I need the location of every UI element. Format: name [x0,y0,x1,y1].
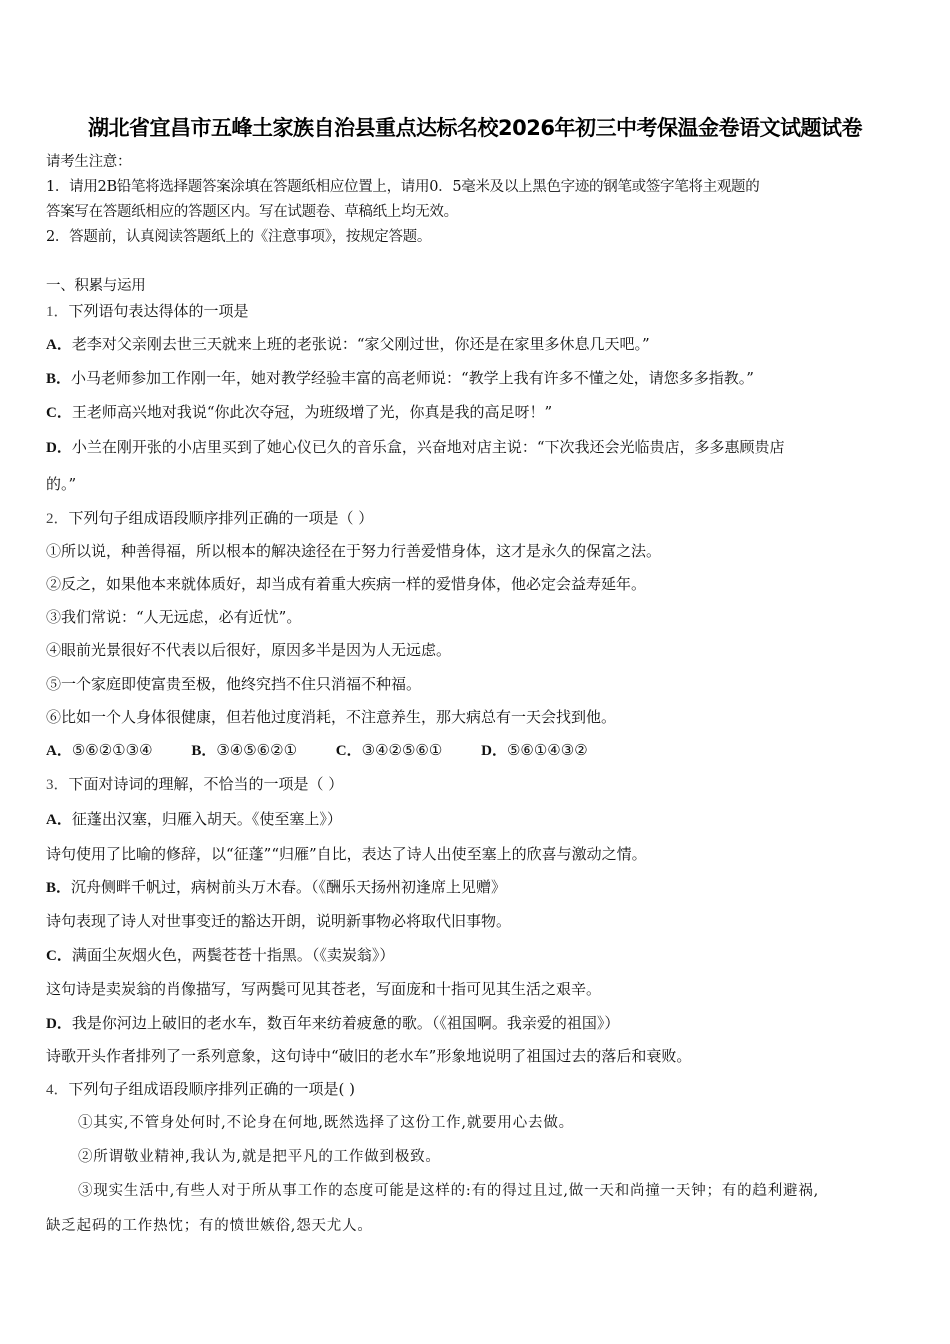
q4-sentence-2: ②所谓敬业精神,我认为,就是把平凡的工作做到极致。 [78,1149,441,1165]
option-text: 我是你河边上破旧的老水车，数百年来纺着疲惫的歌。（《祖国啊。我亲爱的祖国》） [71,1014,620,1032]
q1-option-d-cont: 的。” [46,475,77,493]
option-label: A． [46,743,72,759]
question-number: 1． [46,304,69,320]
notice-heading: 请考生注意： [46,154,132,170]
notice-item-2: 2．答题前，认真阅读答题纸上的《注意事项》，按规定答题。 [46,229,432,245]
option-text: 王老师高兴地对我说“你此次夺冠，为班级增了光，你真是我的高足呀！” [71,403,553,421]
question-text: 下列语句表达得体的一项是 [68,302,249,320]
notice-item-1-cont: 答案写在答题纸相应的答题区内。写在试题卷、草稿纸上均无效。 [46,204,458,220]
option-label: D． [46,1016,72,1032]
option-label: B． [46,880,72,896]
option-label: D． [46,440,72,456]
q3-option-a-explain: 诗句使用了比喻的修辞，以“征蓬”“归雁”自比，表达了诗人出使至塞上的欣喜与激动之情。 [46,845,647,863]
q1-option-b [46,368,754,389]
q2-choice-d [481,741,588,759]
q2-sentence-6: ⑥比如一个人身体很健康，但若他过度消耗，不注意养生，那大病总有一天会找到他。 [46,708,617,726]
option-text: 沉舟侧畔千帆过，病树前头万木春。（《酬乐天扬州初逢席上见赠》 [71,878,507,896]
question-2-stem [46,508,373,529]
q2-choice-c [336,741,443,759]
option-text: 老李对父亲刚去世三天就来上班的老张说：“家父刚过世，你还是在家里多休息几天吧。” [71,335,650,353]
option-label: B． [191,743,217,759]
question-number: 2． [46,511,69,527]
q2-choice-a [46,741,153,759]
q3-option-b-explain: 诗句表现了诗人对世事变迁的豁达开朗，说明新事物必将取代旧事物。 [46,912,512,930]
section-heading: 一、积累与运用 [46,278,146,294]
question-3-stem [46,774,343,795]
option-label: C． [335,743,362,759]
question-text: 下列句子组成语段顺序排列正确的一项是( ) [68,1080,355,1098]
q1-option-d [46,437,785,458]
option-label: B． [46,371,72,387]
q2-choices [46,740,622,761]
q3-option-a [46,809,342,830]
question-text: 下列句子组成语段顺序排列正确的一项是（ ） [68,509,374,527]
q2-sentence-5: ⑤一个家庭即使富贵至极，他终究挡不住只消福不种福。 [46,675,422,693]
q2-sentence-3: ③我们常说：“人无远虑，必有近忧”。 [46,608,302,626]
q4-sentence-3: ③现实生活中,有些人对于所从事工作的态度可能是这样的:有的得过且过,做一天和尚撞一天钟；有的趋利避祸, [78,1183,820,1199]
option-text: ③④②⑤⑥① [361,741,443,759]
option-label: C． [46,405,72,421]
q3-option-b [46,877,506,898]
q3-option-c-explain: 这句诗是卖炭翁的肖像描写，写两鬓可见其苍老，写面庞和十指可见其生活之艰辛。 [46,980,602,998]
option-text: ⑤⑥②①③④ [71,741,153,759]
option-text: 满面尘灰烟火色，两鬓苍苍十指黑。（《卖炭翁》） [71,946,395,964]
option-text: 小兰在刚开张的小店里买到了她心仪已久的音乐盒，兴奋地对店主说：“下次我还会光临贵店，多多惠顾贵店 [71,438,785,456]
q2-sentence-2: ②反之，如果他本来就体质好，却当成有着重大疾病一样的爱惜身体，他必定会益寿延年。 [46,575,647,593]
q1-option-a [46,334,650,355]
question-number: 3． [46,777,69,793]
q2-choice-b [191,741,297,759]
question-number: 4． [46,1082,69,1098]
q2-sentence-4: ④眼前光景很好不代表以后很好，原因多半是因为人无远虑。 [46,641,452,659]
question-text: 下面对诗词的理解，不恰当的一项是（ ） [68,775,344,793]
question-1-stem [46,301,249,322]
option-text: ⑤⑥①④③② [506,741,588,759]
q4-sentence-3-cont: 缺乏起码的工作热忱；有的愤世嫉俗,怨天尤人。 [46,1218,373,1234]
option-label: A． [46,812,72,828]
option-text: ③④⑤⑥②① [216,741,298,759]
q2-sentence-1: ①所以说，种善得福，所以根本的解决途径在于努力行善爱惜身体，这才是永久的保富之法。 [46,542,662,560]
page-title: 湖北省宜昌市五峰土家族自治县重点达标名校2026年初三中考保温金卷语文试题试卷 [88,116,862,140]
q3-option-c [46,945,394,966]
option-label: C． [46,948,72,964]
question-4-stem [46,1079,355,1100]
option-label: D． [481,743,507,759]
option-text: 征蓬出汉塞，归雁入胡天。《使至塞上》） [71,810,342,828]
q3-option-d-explain: 诗歌开头作者排列了一系列意象，这句诗中“破旧的老水车”形象地说明了祖国过去的落后和衰败。 [46,1047,692,1065]
q1-option-c [46,402,552,423]
q4-sentence-1: ①其实,不管身处何时,不论身在何地,既然选择了这份工作,就要用心去做。 [78,1115,574,1131]
option-label: A． [46,337,72,353]
notice-item-1: 1．请用2B铅笔将选择题答案涂填在答题纸相应位置上，请用0．5毫米及以上黑色字迹的钢笔或签字笔将主观题的 [46,179,760,195]
q3-option-d [46,1013,619,1034]
option-text: 小马老师参加工作刚一年，她对教学经验丰富的高老师说：“教学上我有许多不懂之处，请您多多指教。” [71,369,754,387]
